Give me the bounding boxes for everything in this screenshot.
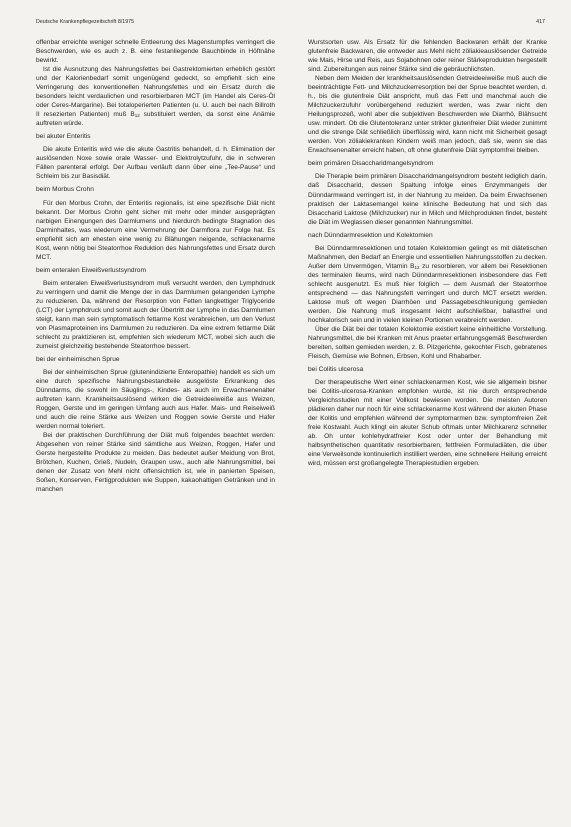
paragraph: Die Therapie beim primären Disaccharidmangelsyndrom besteht lediglich darin, daß Disaccharid, dessen Spaltung infolge eines Enzymmangels der Dünndarmwand verringert ist, in der Nahrung zu meiden. Da beim Erwachsenen praktisch der Laktasemangel keine klinische Bedeutung hat und sich das Disaccharid Laktose (Milchzucker) nur in Milch und Milchprodukten findet, besteht die Diät im Weglassen dieser genannten Nahrungsmittel. xyxy=(308,173,547,226)
section-heading: bei akuter Enteritis xyxy=(36,133,91,141)
paragraph: Ist die Ausnutzung des Nahrungsfettes bei Gastrektomierten erheblich gestört und der Kalorienbedarf somit ungenügend gedeckt, so empfiehlt sich eine Verringerung des konventionellen Nahrungsfettes und ein Ersatz durch die besonders leicht verdaulichen und resorbierbaren MCT (im Handel als Ceres-Öl oder Ceres-Margarine). Bei totaloperierten Patienten (u. U. auch bei nach Billroth II resezierten Patienten) muß $B_{12}$ substituiert werden, da sonst eine Anämie auftreten würde. xyxy=(36,66,275,128)
right-column xyxy=(308,38,547,468)
paragraph: Neben dem Meiden der krankheitsauslösenden Getreideeiweiße muß auch die beeinträchtigte Fett- und Milchzuckerresorption bei der Sprue beachtet werden, d. h., bis die glutenfreie Diät anspricht, muß das Fett und manchmal auch die Milchzuckerzufuhr vorübergehend reduziert werden, was zwar nicht den Heilungsprozeß, wohl aber die subjektiven Beschwerden wie Diarrhö, Blähsucht usw. mindert. Ob die Glutentoleranz unter strikter glutenfreier Diät wieder zunimmt und die strenge Diät schließlich überflüssig wird, kann nicht mit Sicherheit gesagt werden. Von zöliakiekranken Kindern weiß man jedoch, daß sie, wenn sie das Erwachsenenalter erreicht haben, oft ohne glutenfreie Diät symptomfrei bleiben. xyxy=(308,75,547,155)
paragraph: Über die Diät bei der totalen Kolektomie existiert keine einheitliche Vorstellung. Nahrungsmittel, die bei Kranken mit Anus praeter erfahrungsgemäß Beschwerden bereiten, sollten gemieden werden, z. B. Pilzgerichte, gekochter Fisch, gebratenes Fleisch, Gemüse wie Bohnen, Erbsen, Kohl und Rhabarber. xyxy=(308,325,547,361)
paragraph: Die akute Enteritis wird wie die akute Gastritis behandelt, d. h. Elimination der auslösenden Noxe sowie orale Wasser- und Elektrolytzufuhr, die in schweren Fällen parenteral erfolgt. Der Aufbau verläuft dann über eine „Tee-Pause“ und Schleim bis zur Basisdiät. xyxy=(36,146,275,181)
paragraph: offenbar erreichte weniger schnelle Entleerung des Magenstumpfes verringert die Beschwerden, wie es auch z. B. eine festanliegende Bauchbinde in Höftnähe bewirkt. xyxy=(36,39,275,65)
section-heading: bei der einheimischen Sprue xyxy=(36,356,120,363)
page-header xyxy=(36,17,545,27)
paragraph: Beim enteralen Eiweißverlustsyndrom muß versucht werden, den Lymphdruck zu verringern und damit die Menge der in das Darmlumen gelangenden Lymphe zu reduzieren. Da, während der Resorption von Fetten langkettiger Triglyceride (LCT) der Lymphdruck und somit auch der Übertritt der Lymphe in das Darmlumen steigt, kann man sein symptomatisch fettarme Kost verabreichen, um den Verlust von Plasmaproteinen ins Darmlumen zu reduzieren. Da eine extrem fettarme Diät schlecht zu praktizieren ist, empfehlen sich wiederum MCT, wobei sich auch die zumeist gleichzeitig bestehende Steatorrhoe bessert. xyxy=(36,279,275,350)
section-heading: beim enteralen Eiweißverlustsyndrom xyxy=(36,266,146,274)
paragraph: Bei Dünndarmresektionen und totalen Kolektomien gelingt es mit diätetischen Maßnahmen, den Bedarf an Energie und essentiellen Nahrungsstoffen zu decken. Außer dem Unvermögen, Vitamin $B_{12}$ zu resorbieren, vor allem bei Resektionen des terminalen Ileums, wird nach Dünndarmresektionen insbesondere das Fett schlecht ausgenutzt. Es muß hier folglich — dem Ausmaß der Steatorrhoe entsprechend — das Nahrungsfett verringert und durch MCT ersetzt werden. Laktose muß oft wegen Diarrhöen und Passagebeschleunigung gemieden werden. Die Nahrung muß insgesamt leicht aufschließbar, ballastfrei und hochkalorisch sein und in vielen kleinen Portionen verabreicht werden. xyxy=(308,244,547,324)
section-heading: beim primären Disaccharidmangelsyndrom xyxy=(308,160,434,168)
section-heading: nach Dünndarmresektion und Kolektomien xyxy=(308,231,433,239)
paragraph: Der therapeutische Wert einer schlackenarmen Kost, wie sie allgemein bisher bei Colitis-ulcerosa-Kranken empfohlen wurde, ist nie durch entsprechende Vergleichsstudien mit einer Vollkost bewiesen worden. Die meisten Autoren plädieren daher nur noch für eine schlackenarme Kost während der akuten Phase der Kolitis und empfehlen während der symptomarmen bzw. symptomfreien Zeit freie Kostwahl. Auch klingt ein akuter Schub oftmals unter Milchkarenz schneller ab. Oh unter kohlehydratfreier Kost oder unter der Behandlung mit halbsynthetischen quantitativ resorbierbaren, fettfreien Formuladiäten, die über eine Verweilsonde kontinuierlich instilliert werden, eine schnellere Heilung erreicht wird, müssen erst großangelegte Therapiestudien ergeben. xyxy=(308,379,547,468)
section-heading: bei Colitis ulcerosa xyxy=(308,366,364,374)
paragraph: Bei der praktischen Durchführung der Diät muß folgendes beachtet werden: Abgesehen von reiner Stärke sind sämtliche aus Weizen, Roggen, Hafer und Gerste hergestellte Produkte zu meiden. Das bedeutet außer Meidung von Brot, Brötchen, Kuchen, Grieß, Nudeln, Graupen usw., auch alle Nahrungsmittel, bei denen der Zusatz von Mehl nicht offensichtlich ist, wie in panierten Speisen, Soßen, Konserven, Fertigprodukten wie Suppen, kakaohaltigen Getränken und in manchen xyxy=(36,432,275,494)
page-number: 417 xyxy=(536,19,545,25)
left-column xyxy=(36,38,275,494)
paragraph: Bei der einheimischen Sprue (glutenindizierte Enteropathie) handelt es sich um eine durch spezifische Nahrungsbestandteile ausgelöste Erkrankung des Dünndarms, die sowohl im Säuglings-, Kindes- als auch im Erwachsenenalter auftreten kann. Krankheitsauslösend wirken die Getreideeiweiße aus Weizen, Roggen, Gerste und im geringen Umfang auch aus Hafer. Mais- und Reiseiweiß und auch die reine Stärke aus Weizen und Roggen sowie Gerste und Hafer werden normal toleriert. xyxy=(36,369,275,431)
paragraph: Wurstsorten usw. Als Ersatz für die fehlenden Backwaren erhält der Kranke glutenfreie Backwaren, die entweder aus Mehl nicht zöliakieauslösender Getreide wie Mais, Hirse und Reis, aus Sojabohnen oder reiner Stärkeprodukten hergestellt sind. Zubereitungen aus reiner Stärke sind die gebräuchlichsten. xyxy=(308,39,547,74)
journal-title: Deutsche Krankenpflegezeitschrift 8/1975 xyxy=(36,19,135,25)
section-heading: beim Morbus Crohn xyxy=(36,186,94,194)
paragraph: Für den Morbus Crohn, der Enteritis regionalis, ist eine spezifische Diät nicht bekannt. Der Morbus Crohn geht sicher mit mehr oder minder ausgeprägten narbigen Einengungen des Darmlumens und hierdurch bedingte Stagnation des Darminhaltes, was wiederum eine Vermehrung der Darmflora zur Folge hat. Es empfiehlt sich am ehesten eine wenig zu Blähungen neigende, schlackenarme Kost, wenn nötig bei Steatorrhoe Reduktion des Nahrungsfettes und Ersatz durch MCT. xyxy=(36,199,275,261)
